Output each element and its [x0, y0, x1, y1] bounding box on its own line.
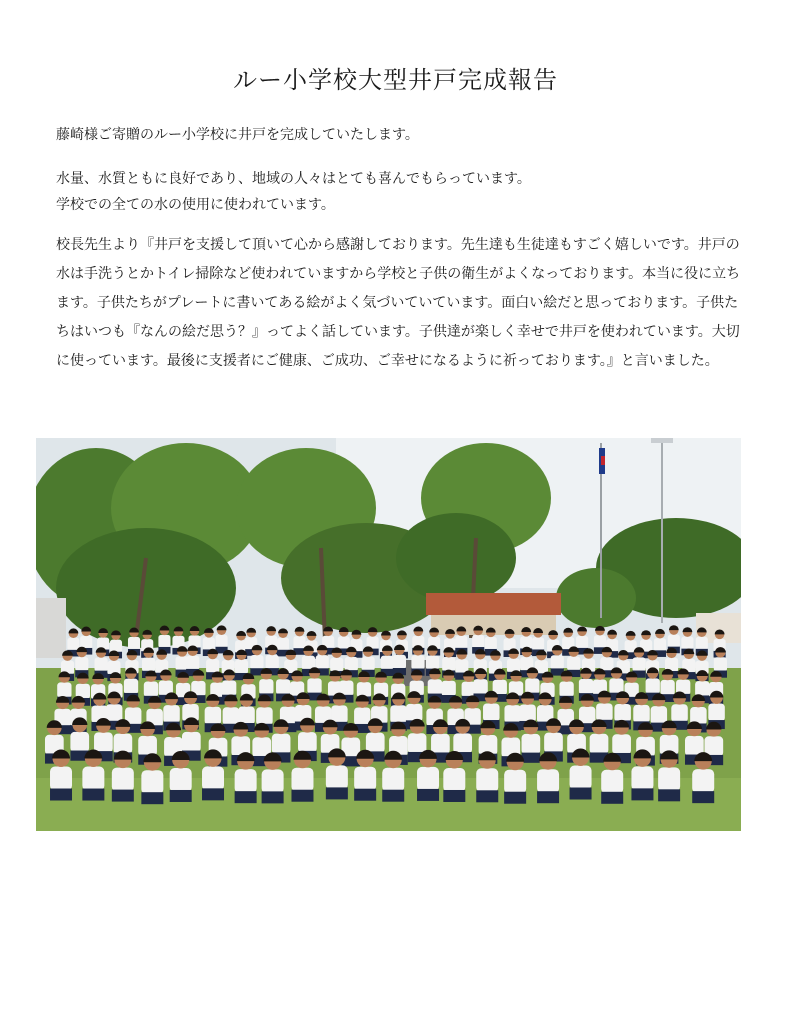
student-shirt: [590, 734, 609, 754]
student-shirt: [222, 680, 236, 696]
student-skirt: [170, 790, 192, 802]
student-shirt: [82, 767, 104, 791]
student-shirt: [411, 655, 424, 669]
student-skirt: [417, 789, 439, 801]
student-shirt: [316, 655, 329, 669]
student-shirt: [223, 707, 240, 725]
student-skirt: [476, 790, 498, 802]
water-quality-paragraph: [56, 166, 531, 218]
student-shirt: [646, 678, 660, 694]
student-shirt: [94, 657, 107, 671]
student-shirt: [205, 707, 222, 725]
student-shirt: [537, 769, 559, 793]
student-shirt: [112, 768, 134, 792]
student-shirt: [293, 636, 305, 649]
student-shirt: [559, 682, 573, 698]
student-shirt: [256, 707, 273, 725]
student-shirt: [182, 732, 201, 752]
student-skirt: [354, 789, 376, 801]
student-skirt: [82, 789, 104, 801]
student-shirt: [504, 770, 526, 794]
student-shirt: [696, 637, 708, 650]
student-shirt: [259, 679, 273, 695]
student-shirt: [124, 679, 138, 695]
student-shirt: [338, 636, 350, 649]
student-skirt: [291, 790, 313, 802]
student-skirt: [537, 791, 559, 803]
student-shirt: [235, 660, 248, 674]
water-quality-line-1: 水量、水質ともに良好であり、地域の人々はとても喜んでもらっています。: [56, 171, 531, 187]
school-group-photo: [36, 438, 741, 831]
student-shirt: [163, 705, 180, 723]
student-shirt: [612, 734, 631, 754]
student-skirt: [504, 792, 526, 804]
student-shirt: [138, 736, 157, 756]
student-shirt: [326, 765, 348, 789]
student-shirt: [216, 635, 228, 648]
student-shirt: [158, 635, 170, 648]
student-shirt: [692, 769, 714, 793]
student-shirt: [660, 680, 674, 696]
student-shirt: [426, 655, 439, 669]
student-shirt: [75, 657, 88, 671]
student-skirt: [326, 787, 348, 799]
student-shirt: [668, 635, 680, 648]
student-shirt: [141, 770, 163, 794]
student-shirt: [298, 732, 317, 752]
student-shirt: [651, 706, 668, 724]
student-shirt: [70, 732, 89, 752]
student-skirt: [262, 791, 284, 803]
student-shirt: [633, 705, 650, 723]
student-shirt: [681, 637, 693, 650]
student-shirt: [544, 733, 563, 753]
student-shirt: [266, 655, 279, 669]
student-shirt: [551, 655, 564, 669]
student-shirt: [443, 768, 465, 792]
student-shirt: [277, 638, 289, 651]
student-shirt: [345, 657, 358, 671]
student-shirt: [601, 770, 623, 794]
student-shirt: [658, 767, 680, 791]
student-skirt: [692, 791, 714, 803]
student-shirt: [142, 658, 155, 672]
student-shirt: [330, 658, 343, 672]
student-shirt: [473, 679, 487, 695]
student-shirt: [203, 637, 215, 650]
student-shirt: [483, 704, 500, 722]
building-left: [36, 598, 66, 658]
student-shirt: [406, 704, 423, 722]
student-shirt: [354, 767, 376, 791]
student-shirt: [455, 636, 467, 649]
student-shirt: [485, 637, 497, 650]
school-roof: [426, 593, 561, 615]
student-shirt: [632, 657, 645, 671]
student-shirt: [525, 678, 539, 694]
page-title: ルー小学校大型井戸完成報告: [233, 66, 558, 94]
water-quality-line-2: 学校での全ての水の使用に使われています。: [56, 197, 335, 213]
student-shirt: [354, 707, 371, 725]
student-shirt: [614, 704, 631, 722]
student-shirt: [654, 638, 666, 651]
principal-quote-paragraph: 校長先生より『井戸を支援して頂いて心から感謝しております。先生達も生徒達もすごく嬉しいです。井戸の水は手洗うとかトイレ掃除など使われていますから学校と子供の衛生がよくなっております。本当に役に立ちます。子供たちがプレートに書いてある絵がよく気づいていています。面白い絵だと思っております。子供たちはいつも『なんの絵だ思う？』ってよく話しています。子供達が楽しく幸せで井戸を使われています。大切に使っています。最後に支援者にご健康、ご成功、ご幸せになるように祈っております。』と言いました。: [56, 237, 741, 369]
student-shirt: [202, 766, 224, 790]
student-shirt: [390, 705, 407, 723]
student-shirt: [579, 679, 593, 695]
student-shirt: [504, 705, 521, 723]
group-photo-illustration: [36, 438, 741, 831]
student-shirt: [186, 656, 199, 670]
student-shirt: [714, 657, 727, 671]
student-shirt: [238, 707, 255, 725]
student-shirt: [408, 733, 427, 753]
student-shirt: [170, 768, 192, 792]
student-shirt: [206, 659, 219, 673]
student-skirt: [112, 790, 134, 802]
student-shirt: [442, 681, 456, 697]
student-shirt: [522, 734, 541, 754]
student-shirt: [382, 768, 404, 792]
student-shirt: [519, 704, 536, 722]
student-shirt: [594, 635, 606, 648]
student-shirt: [453, 733, 472, 753]
student-skirt: [658, 789, 680, 801]
student-shirt: [567, 657, 580, 671]
student-shirt: [262, 769, 284, 793]
student-skirt: [522, 753, 541, 763]
student-shirt: [276, 679, 290, 695]
student-shirt: [128, 637, 140, 650]
student-shirt: [144, 682, 158, 698]
student-shirt: [532, 637, 544, 650]
student-shirt: [57, 682, 71, 698]
student-shirt: [393, 655, 406, 669]
student-shirt: [476, 768, 498, 792]
student-shirt: [307, 678, 321, 694]
student-shirt: [428, 679, 442, 695]
student-shirt: [250, 655, 263, 669]
student-skirt: [50, 789, 72, 801]
student-shirt: [362, 657, 375, 671]
student-shirt: [472, 635, 484, 648]
student-shirt: [381, 656, 394, 670]
intro-paragraph: 藤崎様ご寄贈のルー小学校に井戸を完成していたします。: [56, 127, 419, 143]
student-shirt: [576, 636, 588, 649]
student-shirt: [235, 769, 257, 793]
student-shirt: [417, 767, 439, 791]
student-shirt: [596, 703, 613, 721]
student-shirt: [442, 657, 455, 671]
student-skirt: [570, 788, 592, 800]
student-shirt: [431, 734, 450, 754]
student-shirt: [671, 704, 688, 722]
student-skirt: [631, 788, 653, 800]
student-shirt: [366, 733, 385, 753]
student-shirt: [291, 768, 313, 792]
student-shirt: [94, 732, 113, 752]
student-skirt: [141, 792, 163, 804]
student-skirt: [202, 788, 224, 800]
student-shirt: [106, 704, 123, 722]
student-shirt: [50, 767, 72, 791]
student-shirt: [708, 704, 725, 722]
student-shirt: [631, 766, 653, 790]
student-shirt: [110, 640, 122, 653]
student-shirt: [570, 766, 592, 790]
student-shirt: [272, 734, 291, 754]
student-skirt: [601, 792, 623, 804]
student-skirt: [235, 791, 257, 803]
student-skirt: [382, 790, 404, 802]
student-skirt: [443, 790, 465, 802]
